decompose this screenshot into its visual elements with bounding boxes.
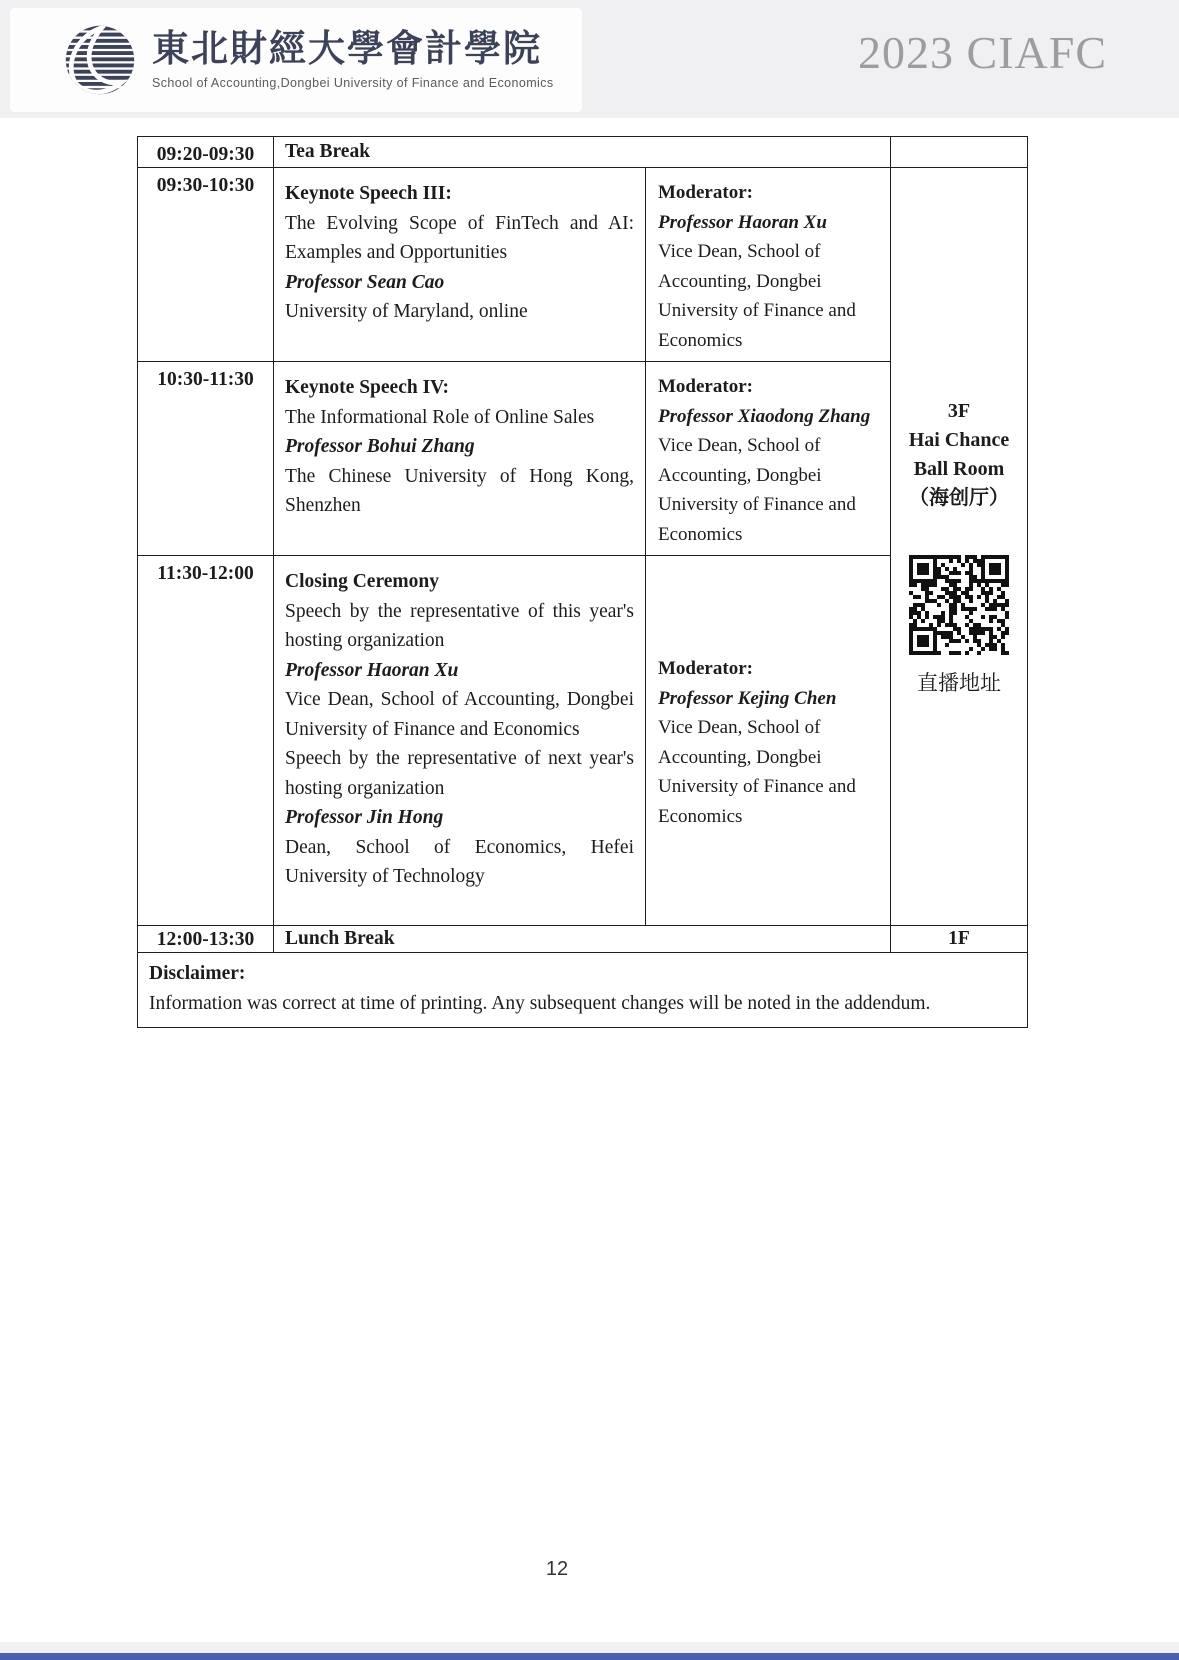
time-cell: 12:00-13:30 — [138, 926, 274, 953]
header-band — [0, 0, 1179, 118]
disclaimer-title: Disclaimer: — [149, 963, 246, 984]
speaker-name: Professor Sean Cao — [285, 271, 445, 293]
time-cell: 11:30-12:00 — [138, 556, 274, 926]
location-room-line1: Hai Chance — [908, 428, 1010, 451]
moderator-name: Professor Kejing Chen — [658, 687, 837, 709]
moderator-affiliation: Vice Dean, School of Accounting, Dongbei University of Finance and Economics — [658, 241, 856, 351]
speaker-affiliation: University of Maryland, online — [285, 301, 528, 322]
logo-cn-title: 東北財經大學會計學院 — [152, 28, 542, 70]
moderator-cell-closing — [646, 556, 891, 926]
time-cell: 09:20-09:30 — [138, 137, 274, 168]
event-badge: 2023 CIAFC — [858, 27, 1107, 78]
time-cell: 10:30-11:30 — [138, 362, 274, 556]
qr-caption: 直播地址 — [917, 670, 1001, 695]
page-number: 12 — [545, 1558, 569, 1580]
speaker-name: Professor Haoran Xu — [285, 659, 459, 681]
speaker-affiliation: The Chinese University of Hong Kong, Shenzhen — [285, 465, 634, 516]
moderator-label: Moderator: — [658, 376, 753, 397]
qr-code — [909, 555, 1009, 655]
schedule-table — [137, 136, 1028, 1028]
moderator-label: Moderator: — [658, 182, 753, 203]
moderator-name: Professor Xiaodong Zhang — [658, 405, 871, 427]
disclaimer-text: Information was correct at time of printing. Any subsequent changes will be noted in the addendum. — [149, 993, 931, 1014]
moderator-cell-keynote-3 — [646, 168, 891, 362]
session-heading: Keynote Speech IV: — [285, 377, 449, 398]
table-row-disclaimer — [138, 953, 1028, 1028]
speaker-name: Professor Bohui Zhang — [285, 436, 475, 457]
location-text — [892, 397, 1026, 513]
table-row-lunch — [138, 926, 1028, 953]
session-cell-closing — [274, 556, 646, 926]
session-heading: Keynote Speech III: — [285, 183, 452, 204]
talk-title: The Informational Role of Online Sales — [285, 406, 595, 428]
moderator-label: Moderator: — [658, 658, 753, 679]
university-logo — [10, 8, 582, 112]
table-row-keynote-3 — [138, 168, 1028, 362]
location-cell — [891, 168, 1028, 926]
talk-title: The Evolving Scope of FinTech and AI: Examples and Opportunities — [285, 212, 634, 263]
time-cell: 09:30-10:30 — [138, 168, 274, 362]
moderator-affiliation: Vice Dean, School of Accounting, Dongbei University of Finance and Economics — [658, 717, 856, 827]
tea-break-cell: Tea Break — [274, 137, 891, 168]
bottom-fade-strip — [0, 1642, 1179, 1653]
session-cell-keynote-4 — [274, 362, 646, 556]
lunch-location-cell: 1F — [891, 926, 1028, 953]
session-cell-keynote-3 — [274, 168, 646, 362]
closing-item-1: Speech by the representative of this year's hosting organization — [285, 600, 634, 651]
speaker-name: Professor Jin Hong — [285, 807, 444, 828]
moderator-cell-keynote-4 — [646, 362, 891, 556]
table-row-tea-break — [138, 137, 1028, 168]
logo-en-subtitle: School of Accounting,Dongbei University of Finance and Economics — [152, 76, 554, 91]
disclaimer-cell — [138, 953, 1028, 1028]
speaker-affiliation: Dean, School of Economics, Hefei University of Technology — [285, 836, 634, 887]
lunch-break-cell: Lunch Break — [274, 926, 891, 953]
globe-icon — [62, 22, 138, 98]
moderator-name: Professor Haoran Xu — [658, 211, 827, 233]
closing-item-2: Speech by the representative of next year's hosting organization — [285, 748, 634, 799]
speaker-affiliation: Vice Dean, School of Accounting, Dongbei University of Finance and Economics — [285, 689, 634, 740]
session-heading: Closing Ceremony — [285, 571, 440, 592]
moderator-affiliation: Vice Dean, School of Accounting, Dongbei University of Finance and Economics — [658, 435, 856, 545]
location-floor: 3F — [947, 399, 971, 422]
location-room-cn: （海创厅） — [909, 486, 1009, 509]
bottom-bar — [0, 1653, 1179, 1660]
location-room-line2: Ball Room — [913, 457, 1005, 480]
empty-location-cell — [891, 137, 1028, 168]
